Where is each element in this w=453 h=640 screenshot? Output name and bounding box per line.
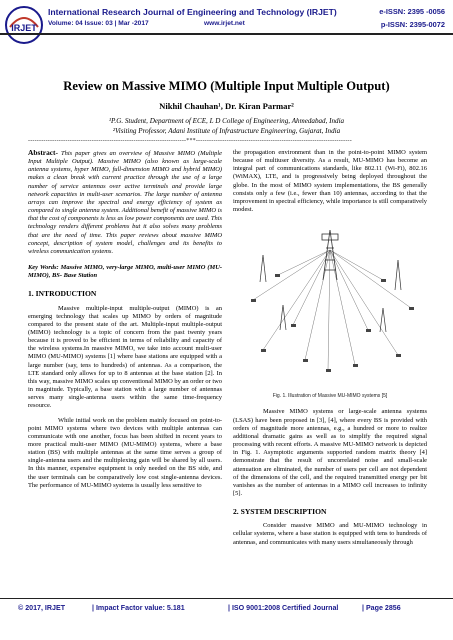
intro-paragraph-2: While initial work on the problem mainly focused on point-to-point MIMO systems where two devices with multiple antennas can communicate with one another, focus has been shifted in recent years to more practical multi-user MIMO (MU-MIMO) systems, where a base station (BS) with multiple antennas at the same time serves a group of single-antenna users and the multiplexing gain will be shared by all users. In this manner, expensive equipment is only needed on the BS side, and the user terminals can be comparatively low cost single-antenna devices. The performance of MU-MIMO systems is usually less sensitive to xyxy=(28,416,222,489)
figure-caption: Fig. 1. Illustration of Massive MU-MIMO systems [5] xyxy=(272,393,388,400)
journal-name: International Research Journal of Engineering and Technology (IRJET) xyxy=(48,7,337,17)
left-column xyxy=(28,149,222,496)
irjet-logo xyxy=(4,5,44,45)
figure-1 xyxy=(233,220,427,390)
footer-divider xyxy=(0,598,453,599)
paper-authors: Nikhil Chauhan¹, Dr. Kiran Parmar² xyxy=(159,101,294,111)
system-paragraph-1: Consider massive MIMO and MU-MIMO technology in cellular systems, where a base station is equipped with tens to hundreds of antennas, and communicates with many users simultaneously through xyxy=(233,522,427,546)
massive-mimo-illustration xyxy=(233,220,427,390)
separator-line: ------------------------------------------------------------------------***----------------------------------------------------------------------- xyxy=(28,138,352,144)
pissn: p-ISSN: 2395-0072 xyxy=(380,20,445,29)
paper-title: Review on Massive MIMO (Multiple Input Multiple Output) xyxy=(63,79,390,93)
system-heading: 2. SYSTEM DESCRIPTION xyxy=(233,507,327,517)
footer-iso: | ISO 9001:2008 Certified Journal xyxy=(228,604,339,612)
intro-paragraph-1: Massive multiple-input multiple-output (MIMO) is an emerging technology that scales up MIMO by orders of magnitude compared to the present state of the art. Multiple-input multiple-output (MIMO) technology is a topic of concern from the past twenty years because it is proved to be efficient in terms of reliability and capacity of the wireless systems.In massive MIMO, we take into account multi-user MIMO (MU-MIMO) systems [1] where base stations are equipped with a large number (say, tens to hundreds) of antennas. As a comparison, the LTE standard only allows for up to 8 antennas at the base station [2]. In this way, massive MIMO scales up conventional MIMO by an order or two in magnitude. Typically, a base station with a large number of antennas serves many single-antenna users within the same time-frequency resource. xyxy=(28,304,222,410)
journal-header xyxy=(0,0,453,52)
keywords-text: Massive MIMO, very-large MIMO, multi-user MIMO (MU-MIMO), BS- Base Station xyxy=(28,264,222,280)
affiliation-1: ¹P.G. Student, Department of ECE, L D College of Engineering, Ahmedabad, India xyxy=(108,117,345,125)
intro-heading: 1. INTRODUCTION xyxy=(28,289,97,299)
abstract-text: This paper gives an overview of Massive MIMO (Multiple Input Multiple Output). Massive MIMO (also known as large-scale antenna systems, hyper MIMO, full-dimension MIMO and hybrid MIMO) makes a clean break with current practice through the use of a large number of service antennas over active terminals and provide large network capacities in multi-user scenarios. The large number of antenna arrays can improve the spectral and energy efficiency of system as compared to single antenna system. Additional benefit of massive MIMO is that the cost of components is less as low power components are used. This technology renders different problems but it also solves many problems that are the need of time. This paper reviews about massive MIMO concept, description of system model, challenges and its benefits to wireless communication systems. xyxy=(28,150,222,255)
right-paragraph-1: the propagation environment than in the point-to-point MIMO system because of multiuser diversity. As a result, MU-MIMO has become an integral part of communications standards, like 802.11 (Wi-Fi), 802.16 (WiMAX), LTE, and is progressively being deployed throughout the globe. In the most of MIMO system implementations, the BS generally consists only a few (i.e., fewer than 10) antennas, according to that the improvement in spectral efficiency, while importance is still comparatively modest. xyxy=(233,149,427,214)
keywords-label: Key Words: xyxy=(28,264,59,272)
small-tower-icons xyxy=(260,255,401,332)
footer-page-number: | Page 2856 xyxy=(362,604,401,612)
journal-website[interactable]: www.irjet.net xyxy=(204,20,245,27)
footer-copyright: © 2017, IRJET xyxy=(18,604,66,612)
right-column xyxy=(233,149,427,553)
header-divider xyxy=(0,33,453,35)
abstract xyxy=(28,149,222,256)
keywords xyxy=(28,264,222,280)
right-paragraph-2: Massive MIMO systems or large-scale antenna systems (LSAS) have been proposed in [3], [4], where every BS is provided with orders of magnitude more antennas, e.g., a hundred or more to realize additional dramatic gains as well as to simplify the required signal processing with recent efforts. A massive MU-MIMO network is depicted in Fig. 1. Asymptotic arguments supported random matrix theory [4] demonstrate that the result of uncorrelated noise and small-scale attenuation are eliminated, the number of users per cell are not dependent of the dimensions of the cell, and the required transmitted energy per bit vanishes as the number of antennas in a MIMO cell increases to infinity [5]. xyxy=(233,408,427,497)
footer-impact-factor: | Impact Factor value: 5.181 xyxy=(92,604,185,612)
svg-text:IRJET: IRJET xyxy=(11,23,37,33)
volume-line: Volume: 04 Issue: 03 | Mar -2017 xyxy=(48,20,149,27)
affiliation-2: ²Visiting Professor, Adani Institute of Infrastructure Engineering, Gujarat, India xyxy=(112,127,341,135)
eissn: e-ISSN: 2395 -0056 xyxy=(379,7,445,16)
abstract-label: Abstract- xyxy=(28,148,58,157)
user-terminal-icons xyxy=(251,274,414,372)
